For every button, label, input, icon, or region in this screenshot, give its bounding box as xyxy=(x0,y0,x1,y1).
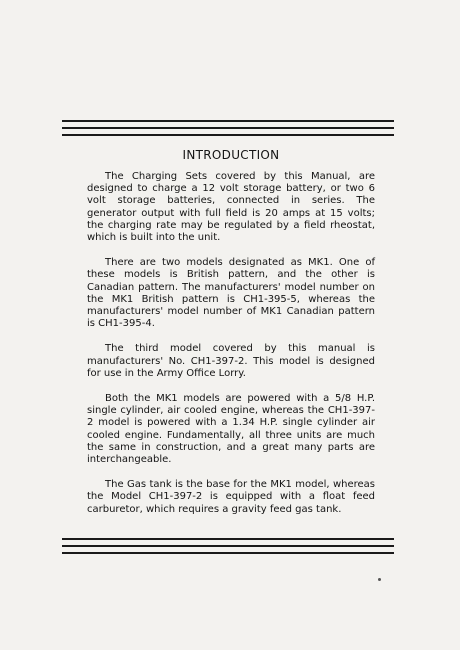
document-body xyxy=(87,148,375,529)
rule-line xyxy=(62,134,394,136)
page-title: INTRODUCTION xyxy=(182,148,280,162)
rule-line xyxy=(62,545,394,547)
ink-speck xyxy=(378,578,381,581)
rule-line xyxy=(62,552,394,554)
paragraph-3: The third model covered by this manual is manufacturers' No. CH1-397-2. This model is designed for use in the Army Office Lorry. xyxy=(87,343,375,379)
paragraph-5: The Gas tank is the base for the MK1 model, whereas the Model CH1-397-2 is equipped with a float feed carburetor, which requires a gravity feed gas tank. xyxy=(87,479,375,515)
paragraph-2: There are two models designated as MK1. One of these models is British pattern, and the other is Canadian pattern. The manufacturers' model number on the MK1 British pattern is CH1-395-5, whereas the manufacturers' model number of MK1 Canadian pattern is CH1-395-4. xyxy=(87,257,375,330)
rule-line xyxy=(62,538,394,540)
top-double-rule xyxy=(62,120,394,141)
rule-line xyxy=(62,127,394,129)
rule-line xyxy=(62,120,394,122)
paragraph-1: The Charging Sets covered by this Manual, are designed to charge a 12 volt storage battery, or two 6 volt storage batteries, connected in series. The generator output with full field is 20 amps at 15 volts; the charging rate may be regulated by a field rheostat, which is built into the unit. xyxy=(87,171,375,244)
paragraph-4: Both the MK1 models are powered with a 5/8 H.P. single cylinder, air cooled engine, whereas the CH1-397-2 model is powered with a 1.34 H.P. single cylinder air cooled engine. Fundamentally, all three units are much the same in construction, and a great many parts are interchangeable. xyxy=(87,393,375,466)
bottom-double-rule xyxy=(62,538,394,559)
